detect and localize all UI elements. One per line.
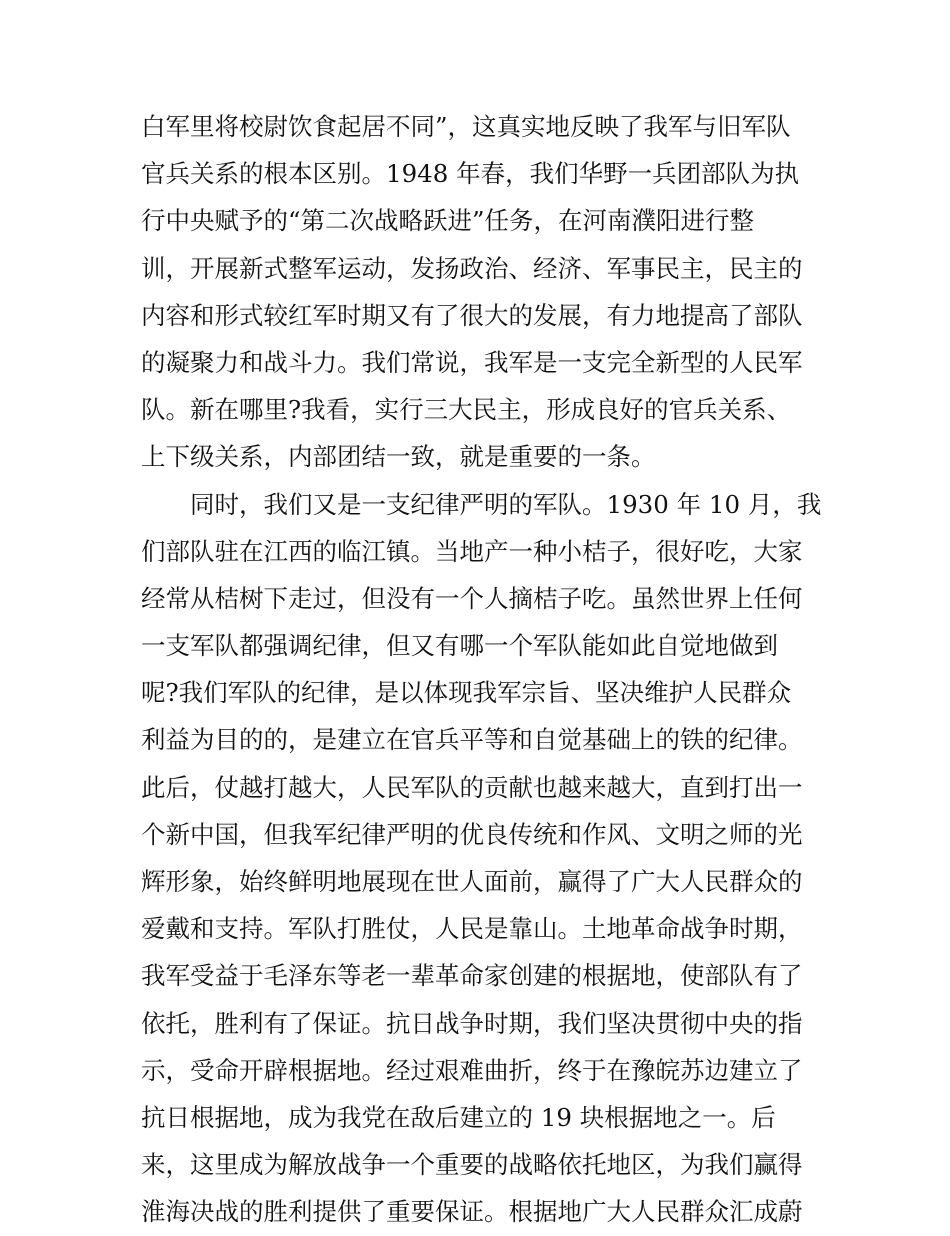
text-line: 我军受益于毛泽东等老一辈革命家创建的根据地，使部队有了 xyxy=(141,961,803,991)
paragraph-1 xyxy=(141,103,831,481)
text-line: 呢?我们军队的纪律，是以体现我军宗旨、坚决维护人民群众 xyxy=(141,678,792,708)
text-line: 淮海决战的胜利提供了重要保证。根据地广大人民群众汇成蔚 xyxy=(141,1197,803,1227)
text-line: 个新中国，但我军纪律严明的优良传统和作风、文明之师的光 xyxy=(141,819,803,849)
text-line: 爱戴和支持。军队打胜仗，人民是靠山。土地革命战争时期， xyxy=(141,914,803,944)
text-line: 们部队驻在江西的临江镇。当地产一种小桔子，很好吃，大家 xyxy=(141,536,803,566)
text-line: 队。新在哪里?我看，实行三大民主，形成良好的官兵关系、 xyxy=(141,395,792,425)
text-line: 的凝聚力和战斗力。我们常说，我军是一支完全新型的人民军 xyxy=(141,347,803,377)
text-line: 官兵关系的根本区别。1948 年春，我们华野一兵团部队为执 xyxy=(141,159,800,189)
paragraph-2 xyxy=(141,481,831,1236)
text-line: 辉形象，始终鲜明地展现在世人面前，赢得了广大人民群众的 xyxy=(141,867,803,896)
text-line: 依托，胜利有了保证。抗日战争时期，我们坚决贯彻中央的指 xyxy=(141,1008,803,1038)
text-line: 此后，仗越打越大，人民军队的贡献也越来越大，直到打出一 xyxy=(141,772,803,802)
text-line: 抗日根据地，成为我党在敌后建立的 19 块根据地之一。后 xyxy=(141,1102,776,1132)
text-line: 示，受命开辟根据地。经过艰难曲折，终于在豫皖苏边建立了 xyxy=(141,1055,803,1085)
text-line: 来，这里成为解放战争一个重要的战略依托地区，为我们赢得 xyxy=(141,1150,803,1180)
text-line: 训，开展新式整军运动，发扬政治、经济、军事民主，民主的 xyxy=(141,253,803,283)
text-line: 经常从桔树下走过，但没有一个人摘桔子吃。虽然世界上任何 xyxy=(141,583,803,613)
text-line: 同时，我们又是一支纪律严明的军队。1930 年 10 月，我 xyxy=(190,489,822,519)
document-body xyxy=(141,103,831,1236)
text-line: 上下级关系，内部团结一致，就是重要的一条。 xyxy=(141,442,656,472)
text-line: 行中央赋予的“第二次战略跃进”任务，在河南濮阳进行整 xyxy=(141,206,755,236)
text-line: 一支军队都强调纪律，但又有哪一个军队能如此自觉地做到 xyxy=(141,631,778,661)
text-line: 白军里将校尉饮食起居不同”，这真实地反映了我军与旧军队 xyxy=(141,112,791,141)
text-line: 利益为目的的，是建立在官兵平等和自觉基础上的铁的纪律。 xyxy=(141,725,803,755)
text-line: 内容和形式较红军时期又有了很大的发展，有力地提高了部队 xyxy=(141,300,803,330)
